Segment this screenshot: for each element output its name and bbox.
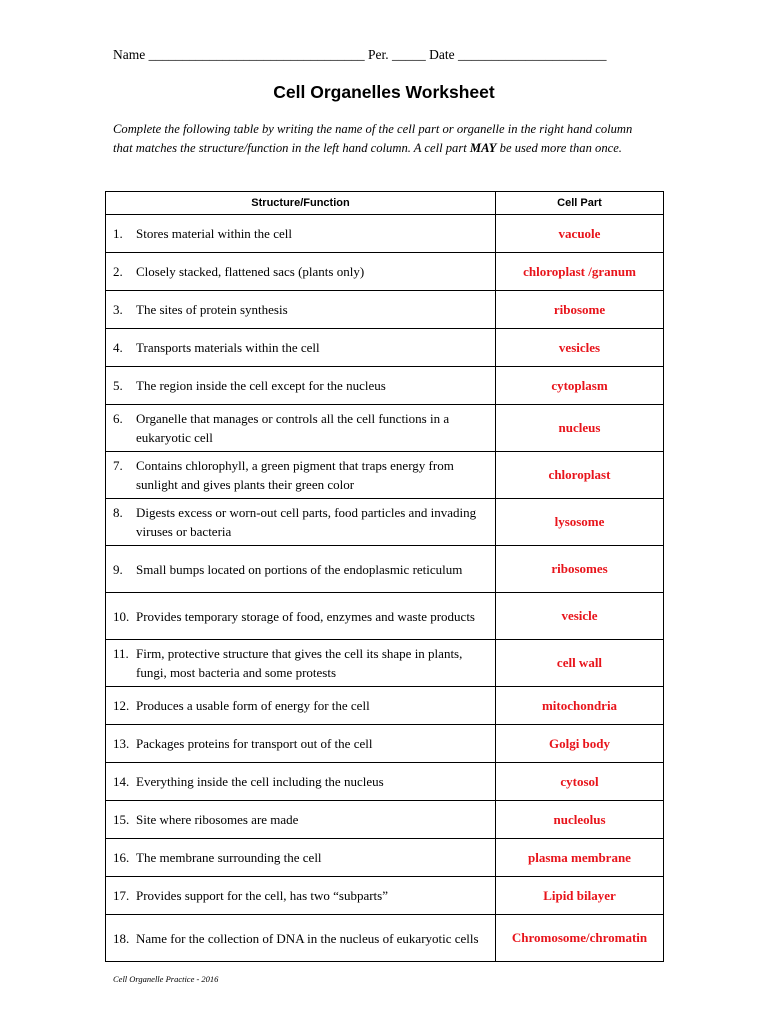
structure-function-text: Everything inside the cell including the nucleus xyxy=(136,774,384,789)
page-title: Cell Organelles Worksheet xyxy=(273,82,495,102)
structure-function-cell xyxy=(106,253,496,291)
student-info-line: Name ________________________________ Per. _____ Date ______________________ xyxy=(113,47,607,62)
table-row xyxy=(106,546,664,593)
structure-function-cell xyxy=(106,593,496,640)
table-row xyxy=(106,687,664,725)
structure-function-cell xyxy=(106,725,496,763)
cell-part-answer: cell wall xyxy=(496,640,664,687)
structure-function-cell xyxy=(106,877,496,915)
instructions-emphasis: MAY xyxy=(469,141,497,155)
cell-part-answer: nucleus xyxy=(496,405,664,452)
table-row xyxy=(106,253,664,291)
table-row xyxy=(106,877,664,915)
row-number: 9. xyxy=(113,561,123,577)
row-number: 3. xyxy=(113,302,123,317)
structure-function-cell xyxy=(106,452,496,499)
row-number: 11. xyxy=(113,646,129,661)
structure-function-cell xyxy=(106,291,496,329)
row-number: 14. xyxy=(113,774,130,789)
footer-note: Cell Organelle Practice - 2016 xyxy=(113,974,219,984)
row-number: 7. xyxy=(113,458,123,473)
row-number: 17. xyxy=(113,888,130,903)
table-row xyxy=(106,839,664,877)
structure-function-cell xyxy=(106,687,496,725)
table-row xyxy=(106,801,664,839)
table-row xyxy=(106,915,664,962)
table-row xyxy=(106,452,664,499)
table-header-row xyxy=(106,192,664,215)
structure-function-text: Firm, protective structure that gives the cell its shape in plants, fungi, most bacteria and some protests xyxy=(136,646,463,680)
table-row xyxy=(106,499,664,546)
row-number: 15. xyxy=(113,812,130,827)
structure-function-cell xyxy=(106,546,496,593)
instructions-text-2: be used more than once. xyxy=(496,141,622,155)
structure-function-cell xyxy=(106,329,496,367)
cell-part-answer: lysosome xyxy=(496,499,664,546)
structure-function-cell xyxy=(106,215,496,253)
cell-part-answer: chloroplast xyxy=(496,452,664,499)
structure-function-cell xyxy=(106,367,496,405)
instructions-text-1: Complete the following table by writing the name of the cell part or organelle in the right hand column that matches the structure/function in the left hand column. A cell part xyxy=(113,122,633,155)
row-number: 4. xyxy=(113,340,123,355)
structure-function-text: Stores material within the cell xyxy=(136,226,292,241)
row-number: 10. xyxy=(113,608,130,624)
cell-part-answer: Chromosome/chromatin xyxy=(496,915,664,962)
structure-function-cell xyxy=(106,801,496,839)
structure-function-text: Provides support for the cell, has two “subparts” xyxy=(136,888,389,903)
cell-part-answer: Lipid bilayer xyxy=(496,877,664,915)
cell-part-answer: ribosome xyxy=(496,291,664,329)
row-number: 6. xyxy=(113,411,123,426)
structure-function-text: Packages proteins for transport out of the cell xyxy=(136,736,373,751)
structure-function-cell xyxy=(106,405,496,452)
table-row xyxy=(106,367,664,405)
instructions xyxy=(113,120,653,158)
cell-part-answer: ribosomes xyxy=(496,546,664,593)
structure-function-text: Closely stacked, flattened sacs (plants only) xyxy=(136,264,365,279)
structure-function-text: Site where ribosomes are made xyxy=(136,812,299,827)
cell-part-answer: chloroplast /granum xyxy=(496,253,664,291)
table-row xyxy=(106,593,664,640)
cell-part-answer: Golgi body xyxy=(496,725,664,763)
row-number: 1. xyxy=(113,226,123,241)
row-number: 8. xyxy=(113,505,123,520)
row-number: 16. xyxy=(113,850,130,865)
cell-part-answer: cytosol xyxy=(496,763,664,801)
structure-function-text: Digests excess or worn-out cell parts, food particles and invading viruses or bacteria xyxy=(136,505,477,539)
table-row xyxy=(106,725,664,763)
structure-function-text: Contains chlorophyll, a green pigment that traps energy from sunlight and gives plants their green color xyxy=(136,458,454,492)
structure-function-text: Provides temporary storage of food, enzymes and waste products xyxy=(136,608,475,624)
row-number: 2. xyxy=(113,264,123,279)
table-row xyxy=(106,640,664,687)
cell-part-answer: cytoplasm xyxy=(496,367,664,405)
structure-function-text: Small bumps located on portions of the endoplasmic reticulum xyxy=(136,561,463,577)
table-row xyxy=(106,405,664,452)
header-cell-part: Cell Part xyxy=(496,192,664,215)
table-body xyxy=(106,215,664,962)
structure-function-text: Transports materials within the cell xyxy=(136,340,320,355)
structure-function-cell xyxy=(106,839,496,877)
cell-part-answer: nucleolus xyxy=(496,801,664,839)
cell-part-answer: vacuole xyxy=(496,215,664,253)
structure-function-text: The sites of protein synthesis xyxy=(136,302,288,317)
structure-function-text: The region inside the cell except for the nucleus xyxy=(136,378,386,393)
cell-part-answer: mitochondria xyxy=(496,687,664,725)
structure-function-text: The membrane surrounding the cell xyxy=(136,850,322,865)
structure-function-cell xyxy=(106,763,496,801)
row-number: 12. xyxy=(113,698,130,713)
structure-function-cell xyxy=(106,915,496,962)
table-row xyxy=(106,763,664,801)
cell-part-answer: plasma membrane xyxy=(496,839,664,877)
table-row xyxy=(106,215,664,253)
cell-part-answer: vesicles xyxy=(496,329,664,367)
structure-function-text: Name for the collection of DNA in the nucleus of eukaryotic cells xyxy=(136,930,479,946)
structure-function-text: Organelle that manages or controls all the cell functions in a eukaryotic cell xyxy=(136,411,450,445)
table-row xyxy=(106,291,664,329)
header-structure-function: Structure/Function xyxy=(106,192,496,215)
worksheet-table xyxy=(105,191,664,962)
structure-function-cell xyxy=(106,499,496,546)
cell-part-answer: vesicle xyxy=(496,593,664,640)
row-number: 13. xyxy=(113,736,130,751)
structure-function-text: Produces a usable form of energy for the cell xyxy=(136,698,370,713)
row-number: 18. xyxy=(113,930,130,946)
structure-function-cell xyxy=(106,640,496,687)
row-number: 5. xyxy=(113,378,123,393)
table-row xyxy=(106,329,664,367)
